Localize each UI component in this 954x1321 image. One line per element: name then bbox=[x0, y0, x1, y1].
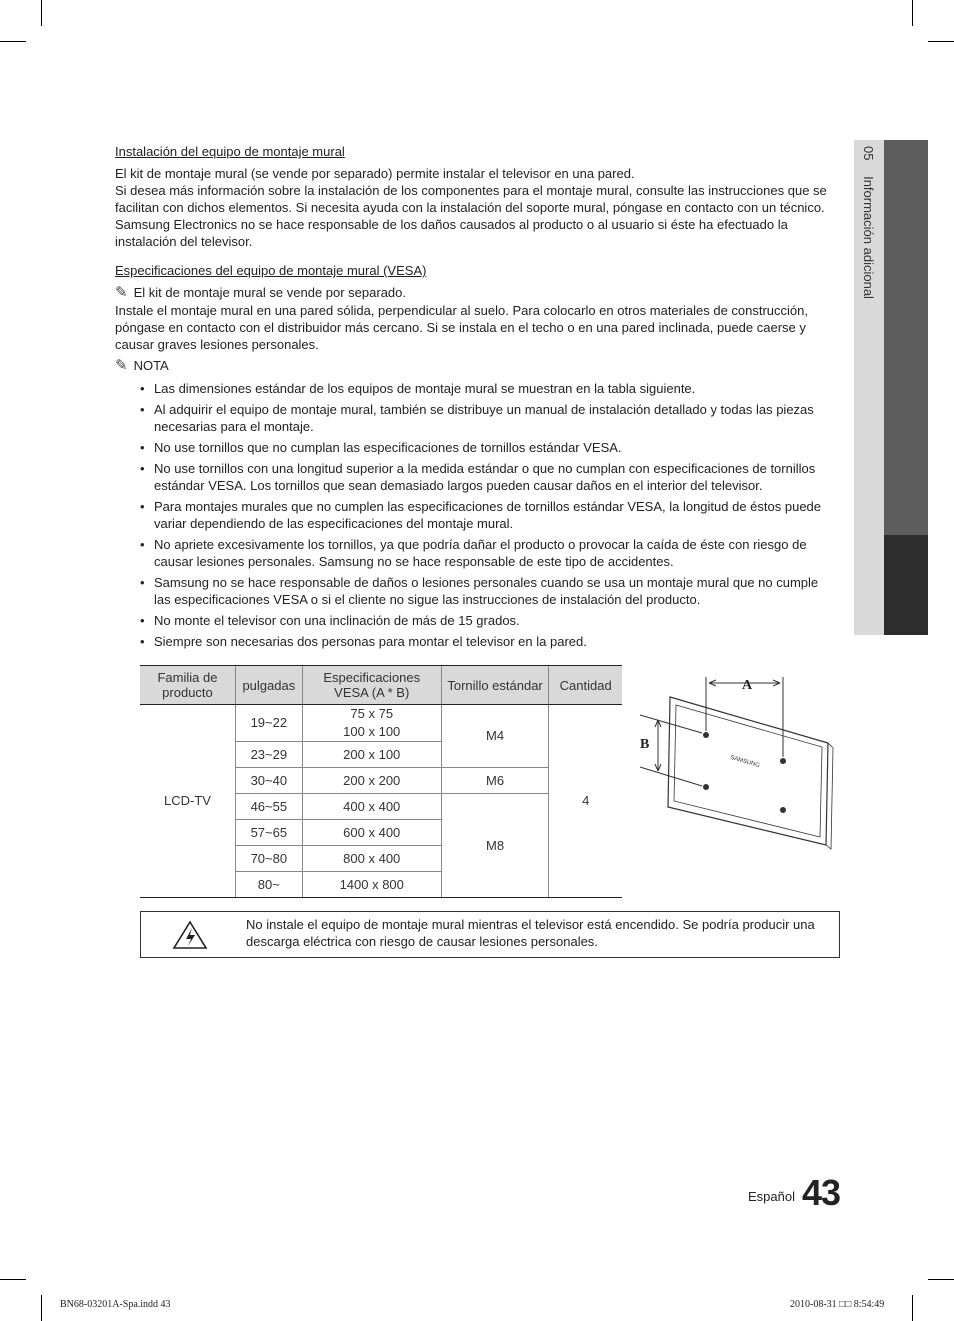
table-cell: 4 bbox=[549, 705, 622, 898]
section-heading: Especificaciones del equipo de montaje mural (VESA) bbox=[115, 263, 427, 278]
list-item: • No use tornillos con una longitud superior a la medida estándar o que no cumplan con especificaciones de tornillos estándar VESA. Los tornillos que sean demasiado largos pueden causar daños en el interior del televisor. bbox=[140, 460, 835, 494]
note-label: NOTA bbox=[133, 358, 169, 373]
chapter-label bbox=[861, 146, 876, 299]
table-cell: 19~22 bbox=[235, 705, 302, 742]
list-item: • Samsung no se hace responsable de daños o lesiones personales cuando se usa un montaje mural que no cumple las especificaciones VESA o si el cliente no sigue las instrucciones de instalación del producto. bbox=[140, 574, 835, 608]
table-cell: 400 x 400 bbox=[302, 794, 441, 820]
column-header: Especificaciones VESA (A * B) bbox=[302, 666, 441, 705]
list-item: • Siempre son necesarias dos personas para montar el televisor en la pared. bbox=[140, 633, 835, 650]
paragraph: Si desea más información sobre la instalación de los componentes para el montaje mural, consulte las instrucciones que se facilitan con dichos elementos. Si necesita ayuda con la instalación del soporte mural, póngase en contacto con un técnico. Samsung Electronics no se hace responsable de los daños causados al producto o al usuario si éste ha efectuado la instalación del televisor. bbox=[115, 183, 827, 249]
tv-mount-diagram bbox=[630, 665, 835, 865]
table-header-row bbox=[140, 666, 622, 705]
table-cell: M4 bbox=[441, 705, 549, 768]
chapter-title: Información adicional bbox=[861, 176, 876, 299]
section-heading: Instalación del equipo de montaje mural bbox=[115, 144, 345, 159]
vesa-spec-table bbox=[140, 665, 622, 898]
table-cell bbox=[302, 705, 441, 742]
chapter-tab-dark bbox=[884, 140, 928, 535]
list-item: • Para montajes murales que no cumplen las especificaciones de tornillos estándar VESA, la longitud de éstos puede variar dependiendo de las especificaciones del montaje mural. bbox=[140, 498, 835, 532]
paragraph: Instale el montaje mural en una pared sólida, perpendicular al suelo. Para colocarlo en otros materiales de construcción, póngase en contacto con el distribuidor más cercano. Si se instala en el techo o en una pared inclinada, puede caerse y causar graves lesiones personales. bbox=[115, 303, 808, 352]
table-cell: 23~29 bbox=[235, 742, 302, 768]
crop-mark bbox=[41, 0, 42, 26]
mounting-holes bbox=[703, 732, 786, 813]
table-cell: 200 x 200 bbox=[302, 768, 441, 794]
footer-language: Español bbox=[748, 1189, 795, 1204]
list-item: • No monte el televisor con una inclinación de más de 15 grados. bbox=[140, 612, 835, 629]
column-header: Familia de producto bbox=[140, 666, 235, 705]
crop-mark bbox=[928, 41, 954, 42]
note-pencil-icon: ✎ bbox=[115, 284, 128, 301]
list-item: • No use tornillos que no cumplan las especificaciones de tornillos estándar VESA. bbox=[140, 439, 835, 456]
crop-mark bbox=[928, 1279, 954, 1280]
note-heading bbox=[115, 357, 835, 374]
warning-text: No instale el equipo de montaje mural mientras el televisor está encendido. Se podría producir una descarga eléctrica con riesgo de causar lesiones personales. bbox=[246, 917, 815, 949]
paragraph: El kit de montaje mural (se vende por separado) permite instalar el televisor en una pared. bbox=[115, 166, 635, 181]
print-slug-date: 2010-08-31 □□ 8:54:49 bbox=[790, 1299, 885, 1310]
warning-box bbox=[140, 911, 840, 958]
list-item: • No apriete excesivamente los tornillos, ya que podría dañar el producto o provocar la caída de éste con riesgo de causar lesiones personales. Samsung no se hace responsable de este tipo de accidentes. bbox=[140, 536, 835, 570]
column-header: Cantidad bbox=[549, 666, 622, 705]
note-list bbox=[115, 380, 835, 650]
table-cell: 200 x 100 bbox=[302, 742, 441, 768]
table-cell: M8 bbox=[441, 794, 549, 898]
electric-shock-warning-icon bbox=[172, 920, 208, 950]
chapter-tab-marker bbox=[884, 535, 928, 635]
dimension-a-label: A bbox=[742, 678, 753, 693]
main-content bbox=[115, 143, 835, 654]
brand-logo: SAMSUNG bbox=[729, 754, 761, 770]
table-cell: 70~80 bbox=[235, 846, 302, 872]
crop-mark bbox=[912, 0, 913, 26]
table-cell: M6 bbox=[441, 768, 549, 794]
page-number: 43 bbox=[802, 1172, 841, 1213]
table-cell: 57~65 bbox=[235, 820, 302, 846]
list-item: • Al adquirir el equipo de montaje mural, también se distribuye un manual de instalación detallado y todas las piezas necesarias para el montaje. bbox=[140, 401, 835, 435]
table-cell: 30~40 bbox=[235, 768, 302, 794]
crop-mark bbox=[41, 1295, 42, 1321]
column-header: pulgadas bbox=[235, 666, 302, 705]
dimension-b-label: B bbox=[640, 737, 650, 752]
crop-mark bbox=[0, 1279, 26, 1280]
table-cell: 1400 x 800 bbox=[302, 872, 441, 898]
note-text: El kit de montaje mural se vende por separado. bbox=[133, 285, 407, 300]
table-cell: LCD-TV bbox=[140, 705, 235, 898]
table-cell: 600 x 400 bbox=[302, 820, 441, 846]
table-cell: 80~ bbox=[235, 872, 302, 898]
list-item: • Las dimensiones estándar de los equipos de montaje mural se muestran en la tabla siguiente. bbox=[140, 380, 835, 397]
crop-mark bbox=[0, 41, 26, 42]
chapter-number: 05 bbox=[861, 146, 876, 161]
tv-back-panel bbox=[668, 697, 833, 849]
note-line bbox=[115, 284, 835, 301]
table-cell: 46~55 bbox=[235, 794, 302, 820]
vesa-value: 100 x 100 bbox=[343, 724, 401, 739]
vesa-value: 75 x 75 bbox=[350, 706, 394, 721]
crop-mark bbox=[912, 1295, 913, 1321]
note-pencil-icon: ✎ bbox=[115, 357, 128, 374]
table-cell: 800 x 400 bbox=[302, 846, 441, 872]
column-header: Tornillo estándar bbox=[441, 666, 549, 705]
table-row bbox=[140, 705, 622, 742]
print-slug-file: BN68-03201A-Spa.indd 43 bbox=[60, 1299, 171, 1310]
